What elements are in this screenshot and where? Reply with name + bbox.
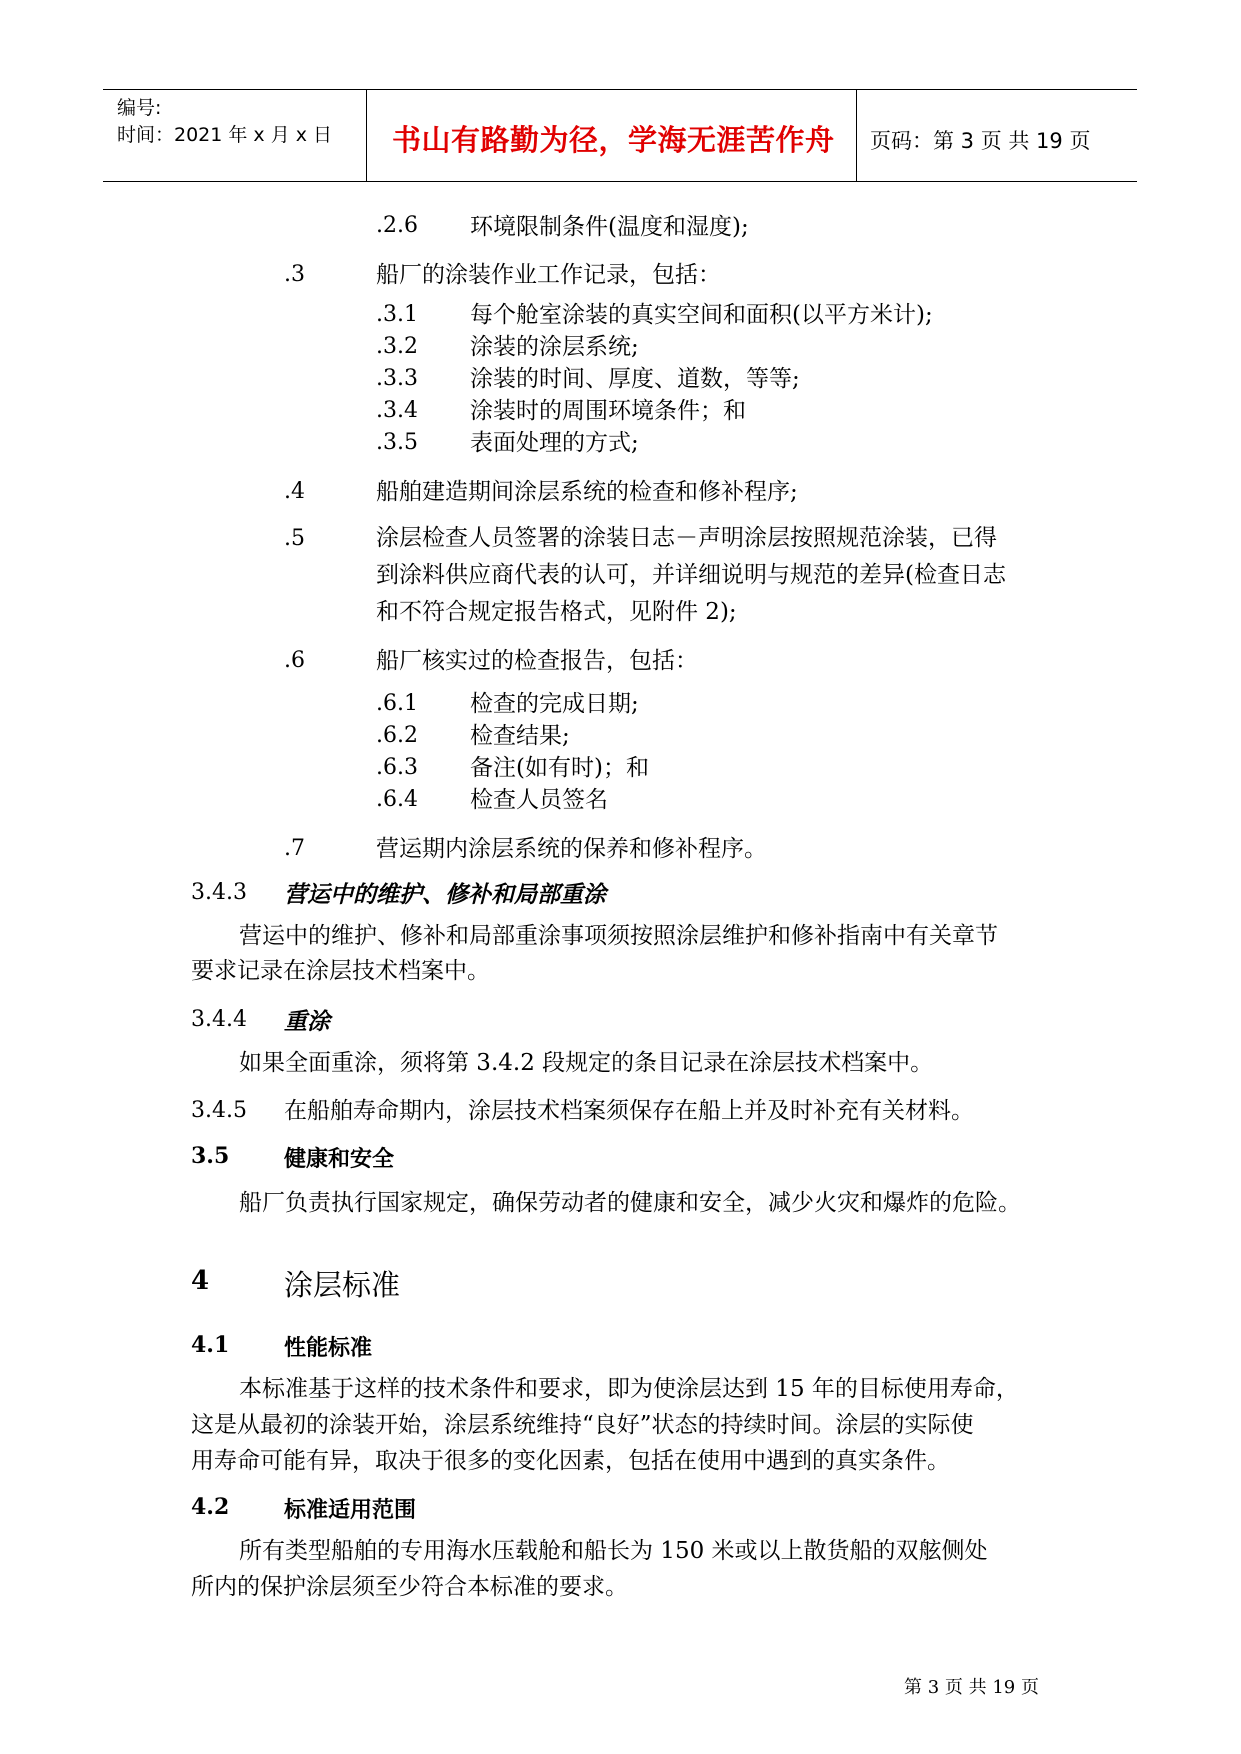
item-number: .3	[284, 262, 305, 287]
item-text: 表面处理的方式;	[470, 430, 639, 456]
item-text: 营运期内涂层系统的保养和修补程序。	[376, 836, 767, 862]
section-title: 健康和安全	[284, 1146, 395, 1172]
item-text: 和不符合规定报告格式，见附件 2);	[376, 599, 737, 625]
section-title: 营运中的维护、修补和局部重涂	[284, 881, 606, 908]
item-text: 涂装的涂层系统;	[470, 334, 639, 360]
page-footer: 第 3 页 共 19 页	[904, 1677, 1039, 1698]
item-number: .3.5	[376, 430, 418, 455]
section-number: 4.1	[191, 1332, 230, 1358]
chapter-number: 4	[191, 1266, 210, 1296]
section-number: 4.2	[191, 1494, 230, 1520]
item-number: .6.4	[376, 787, 418, 812]
section-title: 标准适用范围	[284, 1497, 417, 1523]
item-text: 检查结果;	[470, 723, 570, 749]
header-code-label: 编号:	[117, 97, 162, 119]
header-page-info: 页码：第 3 页 共 19 页	[870, 129, 1091, 153]
item-text: 检查的完成日期;	[470, 691, 639, 717]
item-number: .3.2	[376, 334, 418, 359]
paragraph-line: 所有类型船舶的专用海水压载舱和船长为 150 米或以上散货船的双舷侧处	[239, 1538, 988, 1564]
paragraph-line: 这是从最初的涂装开始，涂层系统维持“良好”状态的持续时间。涂层的实际使	[191, 1412, 974, 1438]
header-divider-right	[856, 89, 857, 181]
item-text: 船舶建造期间涂层系统的检查和修补程序;	[376, 479, 798, 505]
section-number: 3.4.5	[191, 1098, 247, 1123]
section-number: 3.4.3	[191, 880, 247, 905]
item-number: .6.2	[376, 723, 418, 748]
item-number: .6.1	[376, 691, 418, 716]
item-number: .5	[284, 526, 305, 551]
item-number: .2.6	[376, 213, 418, 238]
header-divider-left	[366, 89, 367, 181]
header-top-rule	[103, 89, 1137, 90]
item-text: 涂层检查人员签署的涂装日志－声明涂层按照规范涂装，已得	[376, 525, 997, 551]
paragraph-line: 要求记录在涂层技术档案中。	[191, 958, 490, 984]
item-number: .6.3	[376, 755, 418, 780]
section-number: 3.5	[191, 1143, 230, 1169]
paragraph-line: 营运中的维护、修补和局部重涂事项须按照涂层维护和修补指南中有关章节	[239, 923, 998, 949]
header-bottom-rule	[103, 181, 1137, 182]
item-number: .3.4	[376, 398, 418, 423]
item-text: 船厂核实过的检查报告，包括：	[376, 648, 698, 674]
section-number: 3.4.4	[191, 1007, 247, 1032]
item-text: 到涂料供应商代表的认可，并详细说明与规范的差异(检查日志	[376, 562, 1006, 588]
item-number: .6	[284, 648, 305, 673]
chapter-title: 涂层标准	[284, 1268, 401, 1302]
item-text: 涂装的时间、厚度、道数，等等;	[470, 366, 800, 392]
section-title: 性能标准	[284, 1335, 373, 1361]
section-title: 重涂	[284, 1008, 330, 1035]
header-time: 时间：2021 年 x 月 x 日	[117, 124, 333, 146]
item-number: .7	[284, 836, 305, 861]
item-text: 涂装时的周围环境条件；和	[470, 398, 746, 424]
paragraph-line: 船厂负责执行国家规定，确保劳动者的健康和安全，减少火灾和爆炸的危险。	[239, 1190, 1021, 1216]
item-number: .3.3	[376, 366, 418, 391]
item-text: 检查人员签名	[470, 787, 608, 813]
item-number: .4	[284, 479, 305, 504]
paragraph-line: 所内的保护涂层须至少符合本标准的要求。	[191, 1574, 628, 1600]
paragraph-line: 用寿命可能有异，取决于很多的变化因素，包括在使用中遇到的真实条件。	[191, 1448, 950, 1474]
item-text: 备注(如有时)；和	[470, 755, 649, 781]
paragraph-line: 如果全面重涂，须将第 3.4.2 段规定的条目记录在涂层技术档案中。	[239, 1050, 934, 1076]
paragraph-line: 在船舶寿命期内，涂层技术档案须保存在船上并及时补充有关材料。	[284, 1098, 974, 1124]
header-motto: 书山有路勤为径，学海无涯苦作舟	[392, 123, 835, 157]
item-text: 船厂的涂装作业工作记录，包括：	[376, 262, 721, 288]
item-text: 环境限制条件(温度和湿度);	[470, 214, 749, 240]
item-number: .3.1	[376, 302, 418, 327]
item-text: 每个舱室涂装的真实空间和面积(以平方米计);	[470, 302, 933, 328]
paragraph-line: 本标准基于这样的技术条件和要求，即为使涂层达到 15 年的目标使用寿命，	[239, 1376, 1019, 1402]
